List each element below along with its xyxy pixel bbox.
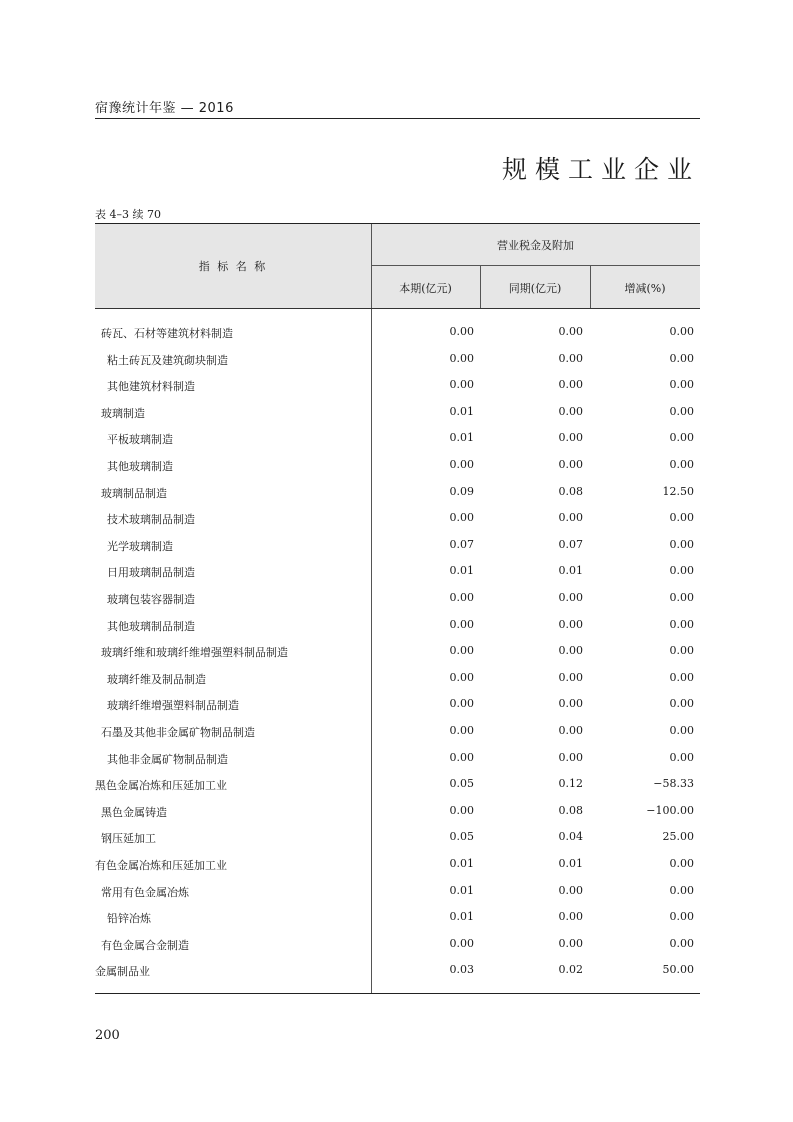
current-value: 0.00 <box>449 618 474 631</box>
change-value: −58.33 <box>653 777 694 790</box>
change-value: 0.00 <box>669 538 694 551</box>
previous-value: 0.02 <box>558 963 583 976</box>
previous-value: 0.08 <box>558 804 583 817</box>
previous-value: 0.00 <box>558 352 583 365</box>
current-value: 0.01 <box>449 564 474 577</box>
row-label: 其他建筑材料制造 <box>107 380 195 393</box>
row-label: 玻璃制造 <box>101 407 145 420</box>
row-label: 有色金属冶炼和压延加工业 <box>95 859 227 872</box>
previous-value: 0.12 <box>558 777 583 790</box>
previous-value: 0.00 <box>558 458 583 471</box>
current-value: 0.01 <box>449 431 474 444</box>
previous-value: 0.04 <box>558 830 583 843</box>
change-value: 0.00 <box>669 857 694 870</box>
change-value: 50.00 <box>662 963 694 976</box>
header-divider <box>371 265 700 266</box>
current-value: 0.01 <box>449 857 474 870</box>
previous-value: 0.00 <box>558 751 583 764</box>
previous-value: 0.00 <box>558 511 583 524</box>
table-bottom-rule <box>95 993 700 994</box>
row-label: 光学玻璃制造 <box>107 540 173 553</box>
indicator-header: 指 标 名 称 <box>198 260 268 273</box>
current-value: 0.00 <box>449 937 474 950</box>
row-label: 玻璃纤维和玻璃纤维增强塑料制品制造 <box>101 646 288 659</box>
row-label: 粘土砖瓦及建筑砌块制造 <box>107 354 228 367</box>
previous-column-header: 同期(亿元) <box>508 282 562 295</box>
current-value: 0.00 <box>449 724 474 737</box>
row-label: 黑色金属冶炼和压延加工业 <box>95 779 227 792</box>
row-label: 黑色金属铸造 <box>101 806 167 819</box>
current-value: 0.00 <box>449 591 474 604</box>
change-value: 12.50 <box>662 485 694 498</box>
change-value: 0.00 <box>669 378 694 391</box>
change-value: 0.00 <box>669 751 694 764</box>
current-value: 0.00 <box>449 352 474 365</box>
previous-value: 0.00 <box>558 325 583 338</box>
label-column-divider <box>371 224 372 993</box>
row-label: 钢压延加工 <box>101 832 156 845</box>
page-number: 200 <box>95 1028 120 1043</box>
change-value: 0.00 <box>669 884 694 897</box>
row-label: 金属制品业 <box>95 965 150 978</box>
previous-value: 0.00 <box>558 884 583 897</box>
change-value: 0.00 <box>669 644 694 657</box>
current-value: 0.07 <box>449 538 474 551</box>
previous-value: 0.01 <box>558 564 583 577</box>
current-value: 0.00 <box>449 378 474 391</box>
change-value: 25.00 <box>662 830 694 843</box>
change-column-header: 增减(%) <box>624 282 666 295</box>
current-value: 0.00 <box>449 804 474 817</box>
change-value: 0.00 <box>669 591 694 604</box>
previous-value: 0.00 <box>558 910 583 923</box>
current-value: 0.05 <box>449 830 474 843</box>
previous-value: 0.00 <box>558 724 583 737</box>
row-label: 其他非金属矿物制品制造 <box>107 753 228 766</box>
current-value: 0.00 <box>449 458 474 471</box>
change-value: 0.00 <box>669 937 694 950</box>
header-rule <box>95 118 700 119</box>
row-label: 玻璃制品制造 <box>101 487 167 500</box>
current-value: 0.00 <box>449 697 474 710</box>
change-value: 0.00 <box>669 697 694 710</box>
previous-value: 0.00 <box>558 671 583 684</box>
current-value: 0.00 <box>449 644 474 657</box>
row-label: 砖瓦、石材等建筑材料制造 <box>101 327 233 340</box>
previous-value: 0.01 <box>558 857 583 870</box>
current-value: 0.05 <box>449 777 474 790</box>
change-value: 0.00 <box>669 325 694 338</box>
previous-value: 0.00 <box>558 644 583 657</box>
current-value: 0.00 <box>449 671 474 684</box>
previous-value: 0.00 <box>558 591 583 604</box>
current-value: 0.09 <box>449 485 474 498</box>
row-label: 平板玻璃制造 <box>107 433 173 446</box>
row-label: 其他玻璃制品制造 <box>107 620 195 633</box>
running-head: 宿豫统计年鉴 — 2016 <box>95 101 234 116</box>
current-value: 0.00 <box>449 511 474 524</box>
change-value: 0.00 <box>669 724 694 737</box>
previous-value: 0.08 <box>558 485 583 498</box>
row-label: 玻璃纤维增强塑料制品制造 <box>107 699 239 712</box>
row-label: 铅锌冶炼 <box>107 912 151 925</box>
previous-value: 0.00 <box>558 405 583 418</box>
current-column-header: 本期(亿元) <box>399 282 452 295</box>
change-value: 0.00 <box>669 352 694 365</box>
row-label: 石墨及其他非金属矿物制品制造 <box>101 726 255 739</box>
change-value: 0.00 <box>669 671 694 684</box>
previous-value: 0.00 <box>558 697 583 710</box>
row-label: 其他玻璃制造 <box>107 460 173 473</box>
previous-value: 0.00 <box>558 378 583 391</box>
previous-value: 0.00 <box>558 431 583 444</box>
row-label: 技术玻璃制品制造 <box>107 513 195 526</box>
change-value: 0.00 <box>669 564 694 577</box>
section-title: 规模工业企业 <box>501 155 700 184</box>
change-value: 0.00 <box>669 405 694 418</box>
change-value: 0.00 <box>669 511 694 524</box>
current-value: 0.00 <box>449 325 474 338</box>
change-value: 0.00 <box>669 458 694 471</box>
current-value: 0.01 <box>449 910 474 923</box>
row-label: 玻璃纤维及制品制造 <box>107 673 206 686</box>
table-header-rule <box>95 308 700 309</box>
row-label: 常用有色金属冶炼 <box>101 886 189 899</box>
current-value: 0.01 <box>449 405 474 418</box>
row-label: 日用玻璃制品制造 <box>107 566 195 579</box>
previous-value: 0.00 <box>558 618 583 631</box>
previous-value: 0.07 <box>558 538 583 551</box>
current-value: 0.01 <box>449 884 474 897</box>
change-value: 0.00 <box>669 910 694 923</box>
group-header: 营业税金及附加 <box>497 239 574 252</box>
change-value: 0.00 <box>669 431 694 444</box>
row-label: 有色金属合金制造 <box>101 939 189 952</box>
table-caption: 表 4–3 续 70 <box>95 208 161 221</box>
previous-value: 0.00 <box>558 937 583 950</box>
change-value: −100.00 <box>646 804 694 817</box>
current-value: 0.00 <box>449 751 474 764</box>
current-value: 0.03 <box>449 963 474 976</box>
change-value: 0.00 <box>669 618 694 631</box>
row-label: 玻璃包装容器制造 <box>107 593 195 606</box>
